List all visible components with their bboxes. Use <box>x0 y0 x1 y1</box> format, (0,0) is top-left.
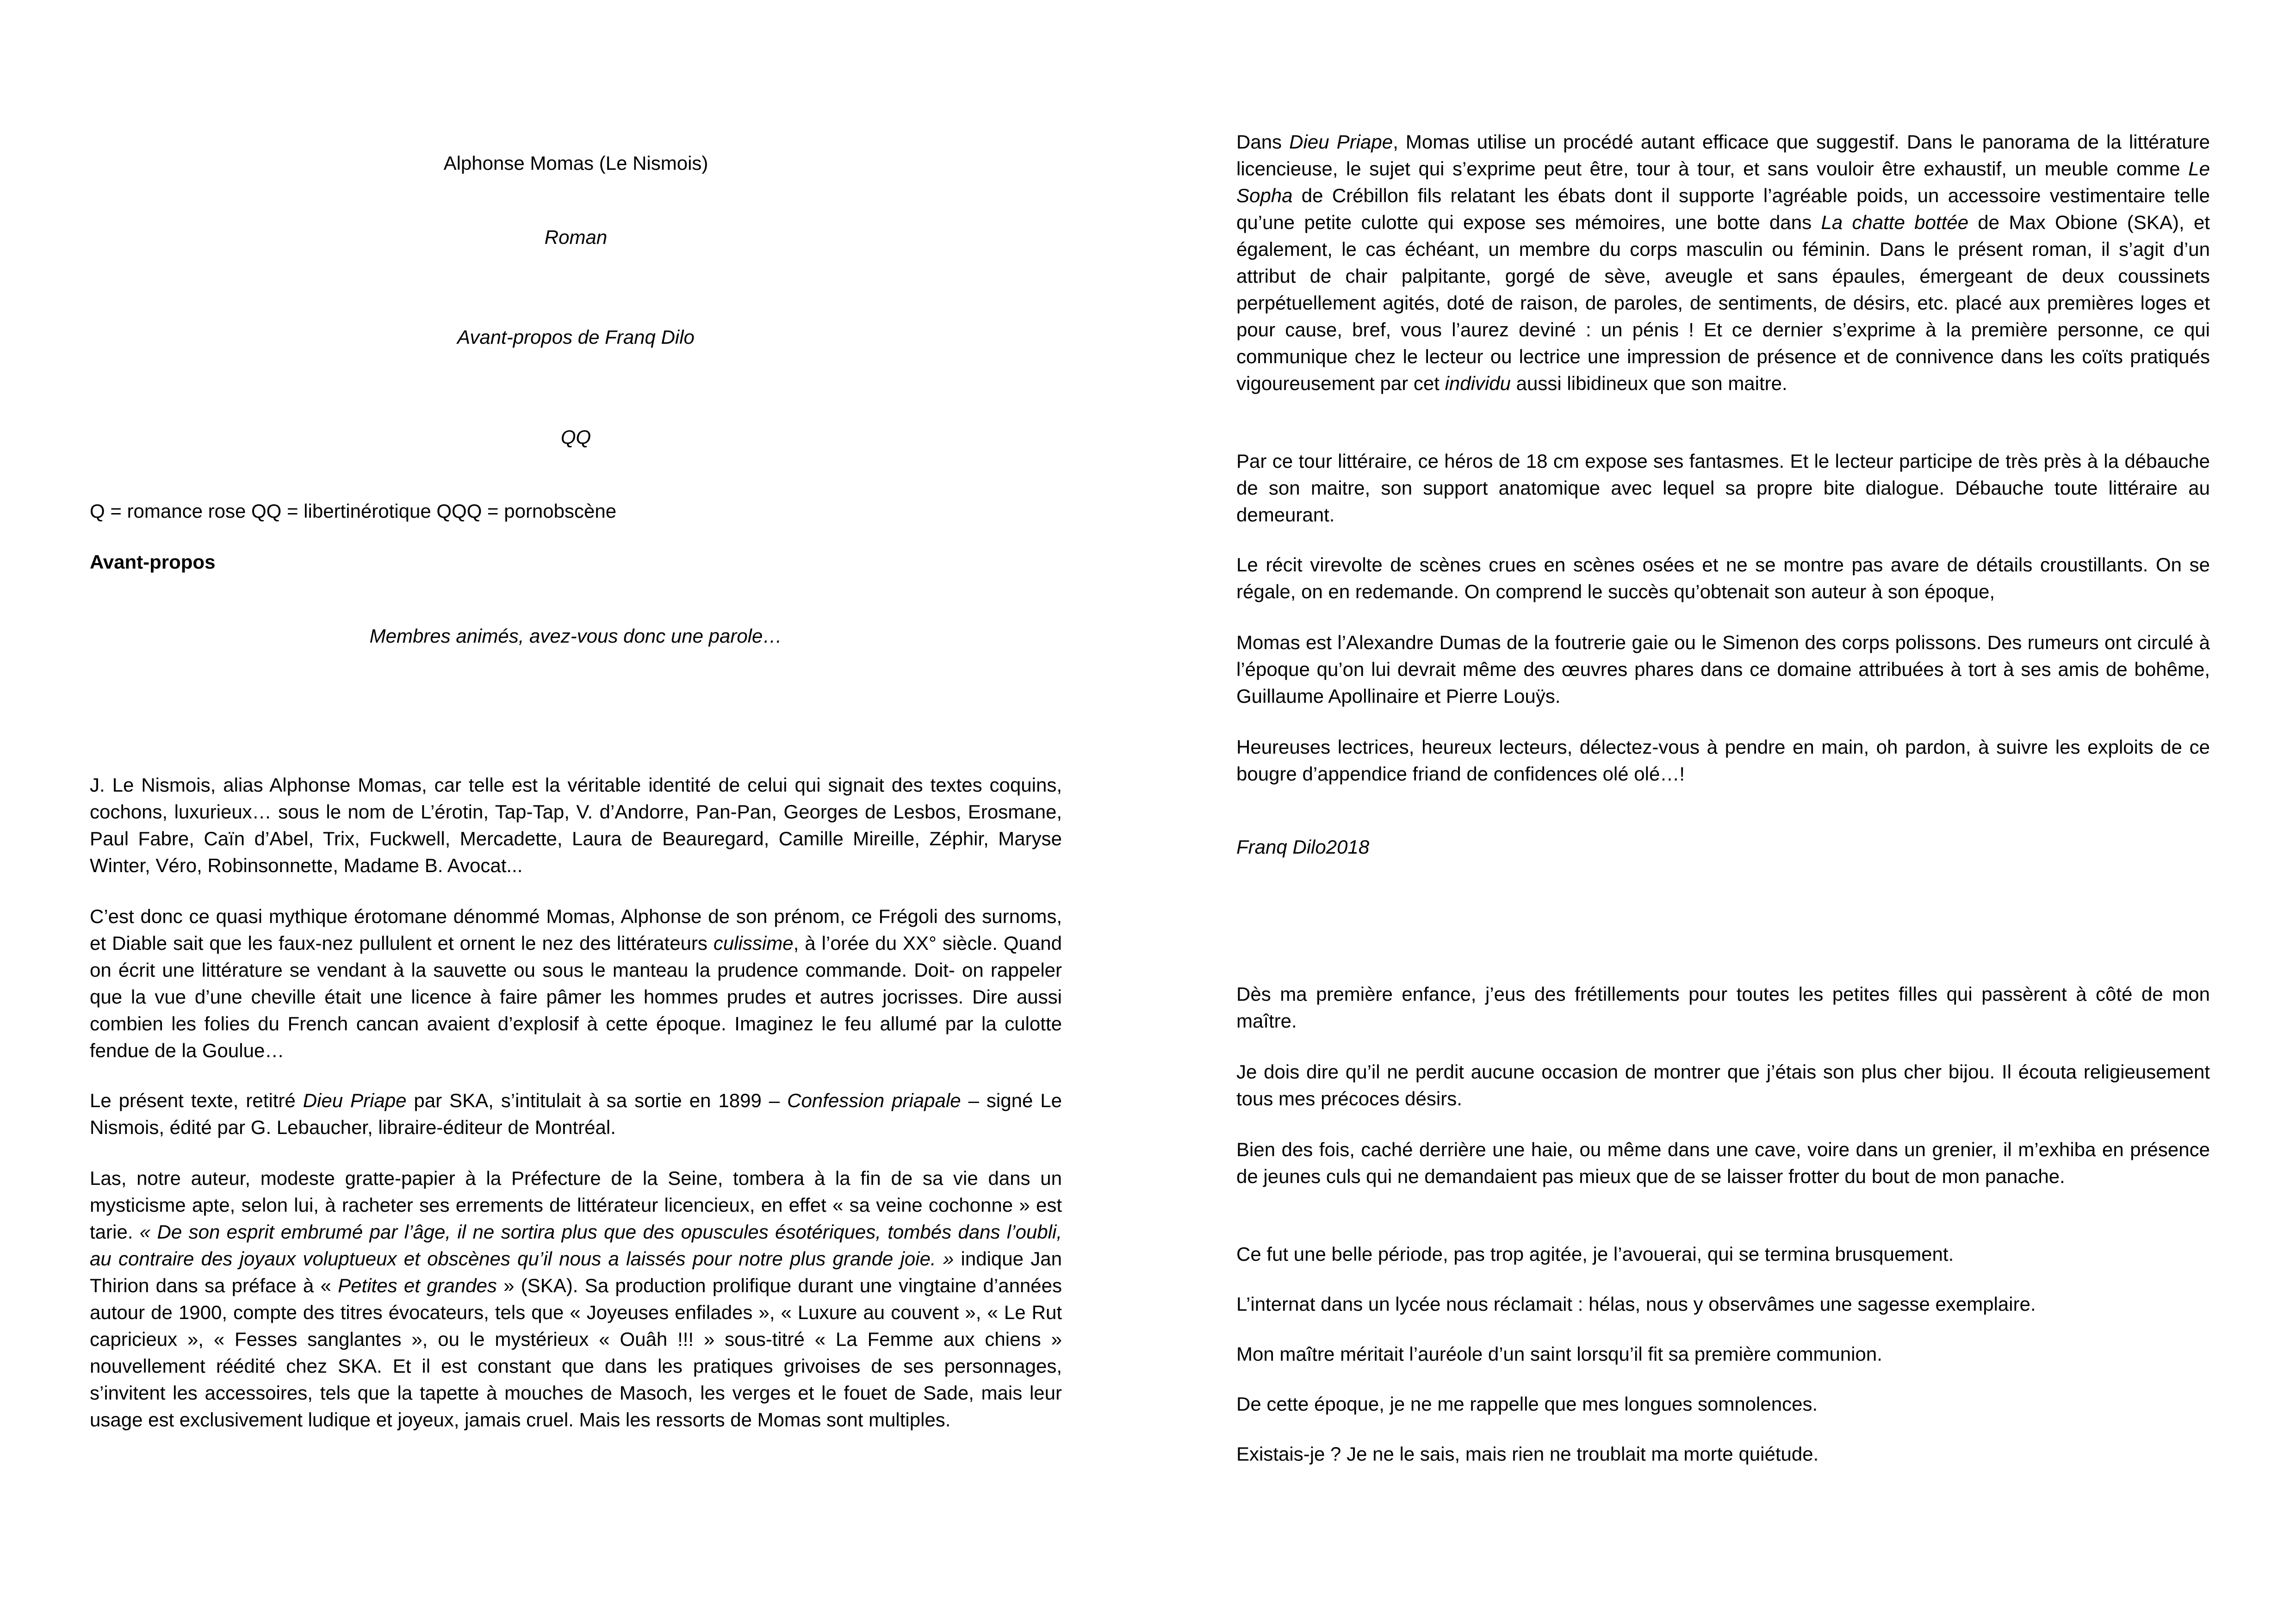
foreword-signature: Franq Dilo2018 <box>1236 836 1370 858</box>
foreword-paragraph-9: Heureuses lectrices, heureux lecteurs, délectez-vous à pendre en main, oh pardon, à suivre les exploits de ce bougre d’appendice friand de confidences olé olé…! <box>1236 736 2210 785</box>
book-title: Dieu Priape <box>1289 131 1393 153</box>
text-run: aussi libidineux que son maitre. <box>1511 372 1787 394</box>
foreword-paragraph-4 <box>90 1165 1062 1433</box>
italic-term: individu <box>1445 372 1511 394</box>
foreword-paragraph-6: Par ce tour littéraire, ce héros de 18 cm expose ses fantasmes. Et le lecteur participe de très près à la débauche de son maitre, son support anatomique avec lequel sa propre bite dialogue. Débauche toute littéraire au demeurant. <box>1236 450 2210 526</box>
story-paragraph-4: Ce fut une belle période, pas trop agitée, je l’avouerai, qui se termina brusquement. <box>1236 1243 1954 1265</box>
book-title: Confession priapale <box>787 1090 961 1111</box>
text-run: de Crébillon fils relatant les ébats dont il supporte l’agréable poids, un accessoire vestimentaire telle qu’une petite culotte qui expose ses mémoires, une botte dans <box>1236 185 2210 233</box>
story-paragraph-8: Existais-je ? Je ne le sais, mais rien ne troublait ma morte quiétude. <box>1236 1443 1819 1465</box>
story-paragraph-7: De cette époque, je ne me rappelle que mes longues somnolences. <box>1236 1393 1818 1415</box>
text-run: , à l’orée du XX° siècle. Quand on écrit une littérature se vendant à la sauvette ou sous le manteau la prudence commande. Doit- on rappeler que la vue d’une cheville était une licence à faire pâmer les hommes prudes et autres jocrisses. Dire aussi combien les folies du French cancan avaient d’explosif à cette époque. Imaginez le feu allumé par la culotte fendue de la Goulue… <box>90 932 1062 1061</box>
text-run: Le présent texte, retitré <box>90 1090 303 1111</box>
text-run: » (SKA). Sa production prolifique durant une vingtaine d’années autour de 1900, compte des titres évocateurs, tels que « Joyeuses enfilades », « Luxure au couvent », « Le Rut capricieux », « Fesses sanglantes », ou le mystérieux « Ouâh !!! » sous-titré « La Femme aux chiens » nouvellement réédité chez SKA. Et il est constant que dans les pratiques grivoises de ses personnages, s’invitent les accessoires, tels que la tapette à mouches de Masoch, les verges et le fouet de Sade, mais leur usage est exclusivement ludique et joyeux, jamais cruel. Mais les ressorts de Momas sont multiples. <box>90 1275 1062 1431</box>
foreword-credit: Avant-propos de Franq Dilo <box>457 326 695 348</box>
text-run: par SKA, s’intitulait à sa sortie en 1899 – <box>406 1090 788 1111</box>
book-title: Dieu Priape <box>303 1090 407 1111</box>
story-paragraph-6: Mon maître méritait l’auréole d’un saint lorsqu’il fit sa première communion. <box>1236 1343 1882 1365</box>
story-paragraph-3: Bien des fois, caché derrière une haie, ou même dans une cave, voire dans un grenier, il m’exhiba en présence de jeunes culs qui ne demandaient pas mieux que de se laisser frotter du bout de mon panache. <box>1236 1139 2210 1187</box>
story-paragraph-5: L’internat dans un lycée nous réclamait : hélas, nous y observâmes une sagesse exemplaire. <box>1236 1293 2036 1315</box>
foreword-paragraph-5 <box>1236 129 2210 397</box>
text-run: – signé Le Nismois, édité par G. Lebaucher, libraire-éditeur de Montréal. <box>90 1090 1062 1138</box>
text-run: Dans <box>1236 131 1290 153</box>
book-title: Petites et grandes <box>338 1275 497 1296</box>
section-title: Avant-propos <box>90 551 216 573</box>
italic-term: culissime <box>713 932 794 954</box>
foreword-paragraph-2 <box>90 903 1062 1064</box>
foreword-paragraph-1: J. Le Nismois, alias Alphonse Momas, car telle est la véritable identité de celui qui signait des textes coquins, cochons, luxurieux… sous le nom de L’érotin, Tap-Tap, V. d’Andorre, Pan-Pan, Georges de Lesbos, Erosmane, Paul Fabre, Caïn d’Abel, Trix, Fuckwell, Mercadette, Laura de Beauregard, Camille Mireille, Zéphir, Maryse Winter, Véro, Robinsonnette, Madame B. Avocat... <box>90 774 1062 876</box>
epigraph: Membres animés, avez-vous donc une parole… <box>369 625 782 647</box>
rating-label: QQ <box>560 426 591 448</box>
text-run: C’est donc ce quasi mythique érotomane dénommé Momas, Alphonse de son prénom, ce Frégoli des surnoms, et Diable sait que les faux-nez pullulent et ornent le nez des littérateurs <box>90 905 1062 954</box>
quotation: « De son esprit embrumé par l’âge, il ne sortira plus que des opuscules ésotériques, tombés dans l’oubli, au contraire des joyaux voluptueux et obscènes qu’il nous a laissés pour notre plus grande joie. » <box>90 1221 1062 1270</box>
story-paragraph-2: Je dois dire qu’il ne perdit aucune occasion de montrer que j’étais son plus cher bijou. Il écouta religieusement tous mes précoces désirs. <box>1236 1061 2210 1109</box>
rating-legend: Q = romance rose QQ = libertinérotique QQQ = pornobscène <box>90 500 617 522</box>
right-page <box>1148 0 2296 1623</box>
text-run: Las, notre auteur, modeste gratte-papier à la Préfecture de la Seine, tombera à la fin de sa vie dans un mysticisme apte, selon lui, à racheter ses errements de littérateur licencieux, en effet « sa veine cochonne » est tarie. <box>90 1167 1062 1243</box>
book-title: Le Sopha <box>1236 158 2210 206</box>
text-run: indique Jan Thirion dans sa préface à « <box>90 1248 1062 1296</box>
text-run: , Momas utilise un procédé autant efficace que suggestif. Dans le panorama de la littérature licencieuse, le sujet qui s’exprime peut être, tour à tour, et sans vouloir être exhaustif, un meuble comme <box>1236 131 2210 180</box>
text-run: de Max Obione (SKA), et également, le cas échéant, un membre du corps masculin ou féminin. Dans le présent roman, il s’agit d’un attribut de chair palpitante, gorgé de sève, aveugle et sans épaules, émergeant de deux coussinets perpétuellement agités, doté de raison, de paroles, de sentiments, de désirs, etc. placé aux premières loges et pour cause, bref, vous l’aurez deviné : un pénis ! Et ce dernier s’exprime à la première personne, ce qui communique chez le lecteur ou lectrice une impression de présence et de connivence dans les coïts pratiqués vigoureusement par cet <box>1236 211 2210 394</box>
foreword-paragraph-8: Momas est l’Alexandre Dumas de la foutrerie gaie ou le Simenon des corps polissons. Des rumeurs ont circulé à l’époque qu’on lui devrait même des œuvres phares dans ce domaine attribuées à tort à ses amis de bohême, Guillaume Apollinaire et Pierre Louÿs. <box>1236 632 2210 707</box>
book-title: La chatte bottée <box>1821 211 1969 233</box>
author-line: Alphonse Momas (Le Nismois) <box>443 152 708 174</box>
foreword-paragraph-7: Le récit virevolte de scènes crues en scènes osées et ne se montre pas avare de détails croustillants. On se régale, on en redemande. On comprend le succès qu’obtenait son auteur à son époque, <box>1236 554 2210 602</box>
genre-label: Roman <box>544 226 608 248</box>
foreword-paragraph-3 <box>90 1087 1062 1141</box>
story-paragraph-1: Dès ma première enfance, j’eus des frétillements pour toutes les petites filles qui passèrent à côté de mon maître. <box>1236 983 2210 1032</box>
